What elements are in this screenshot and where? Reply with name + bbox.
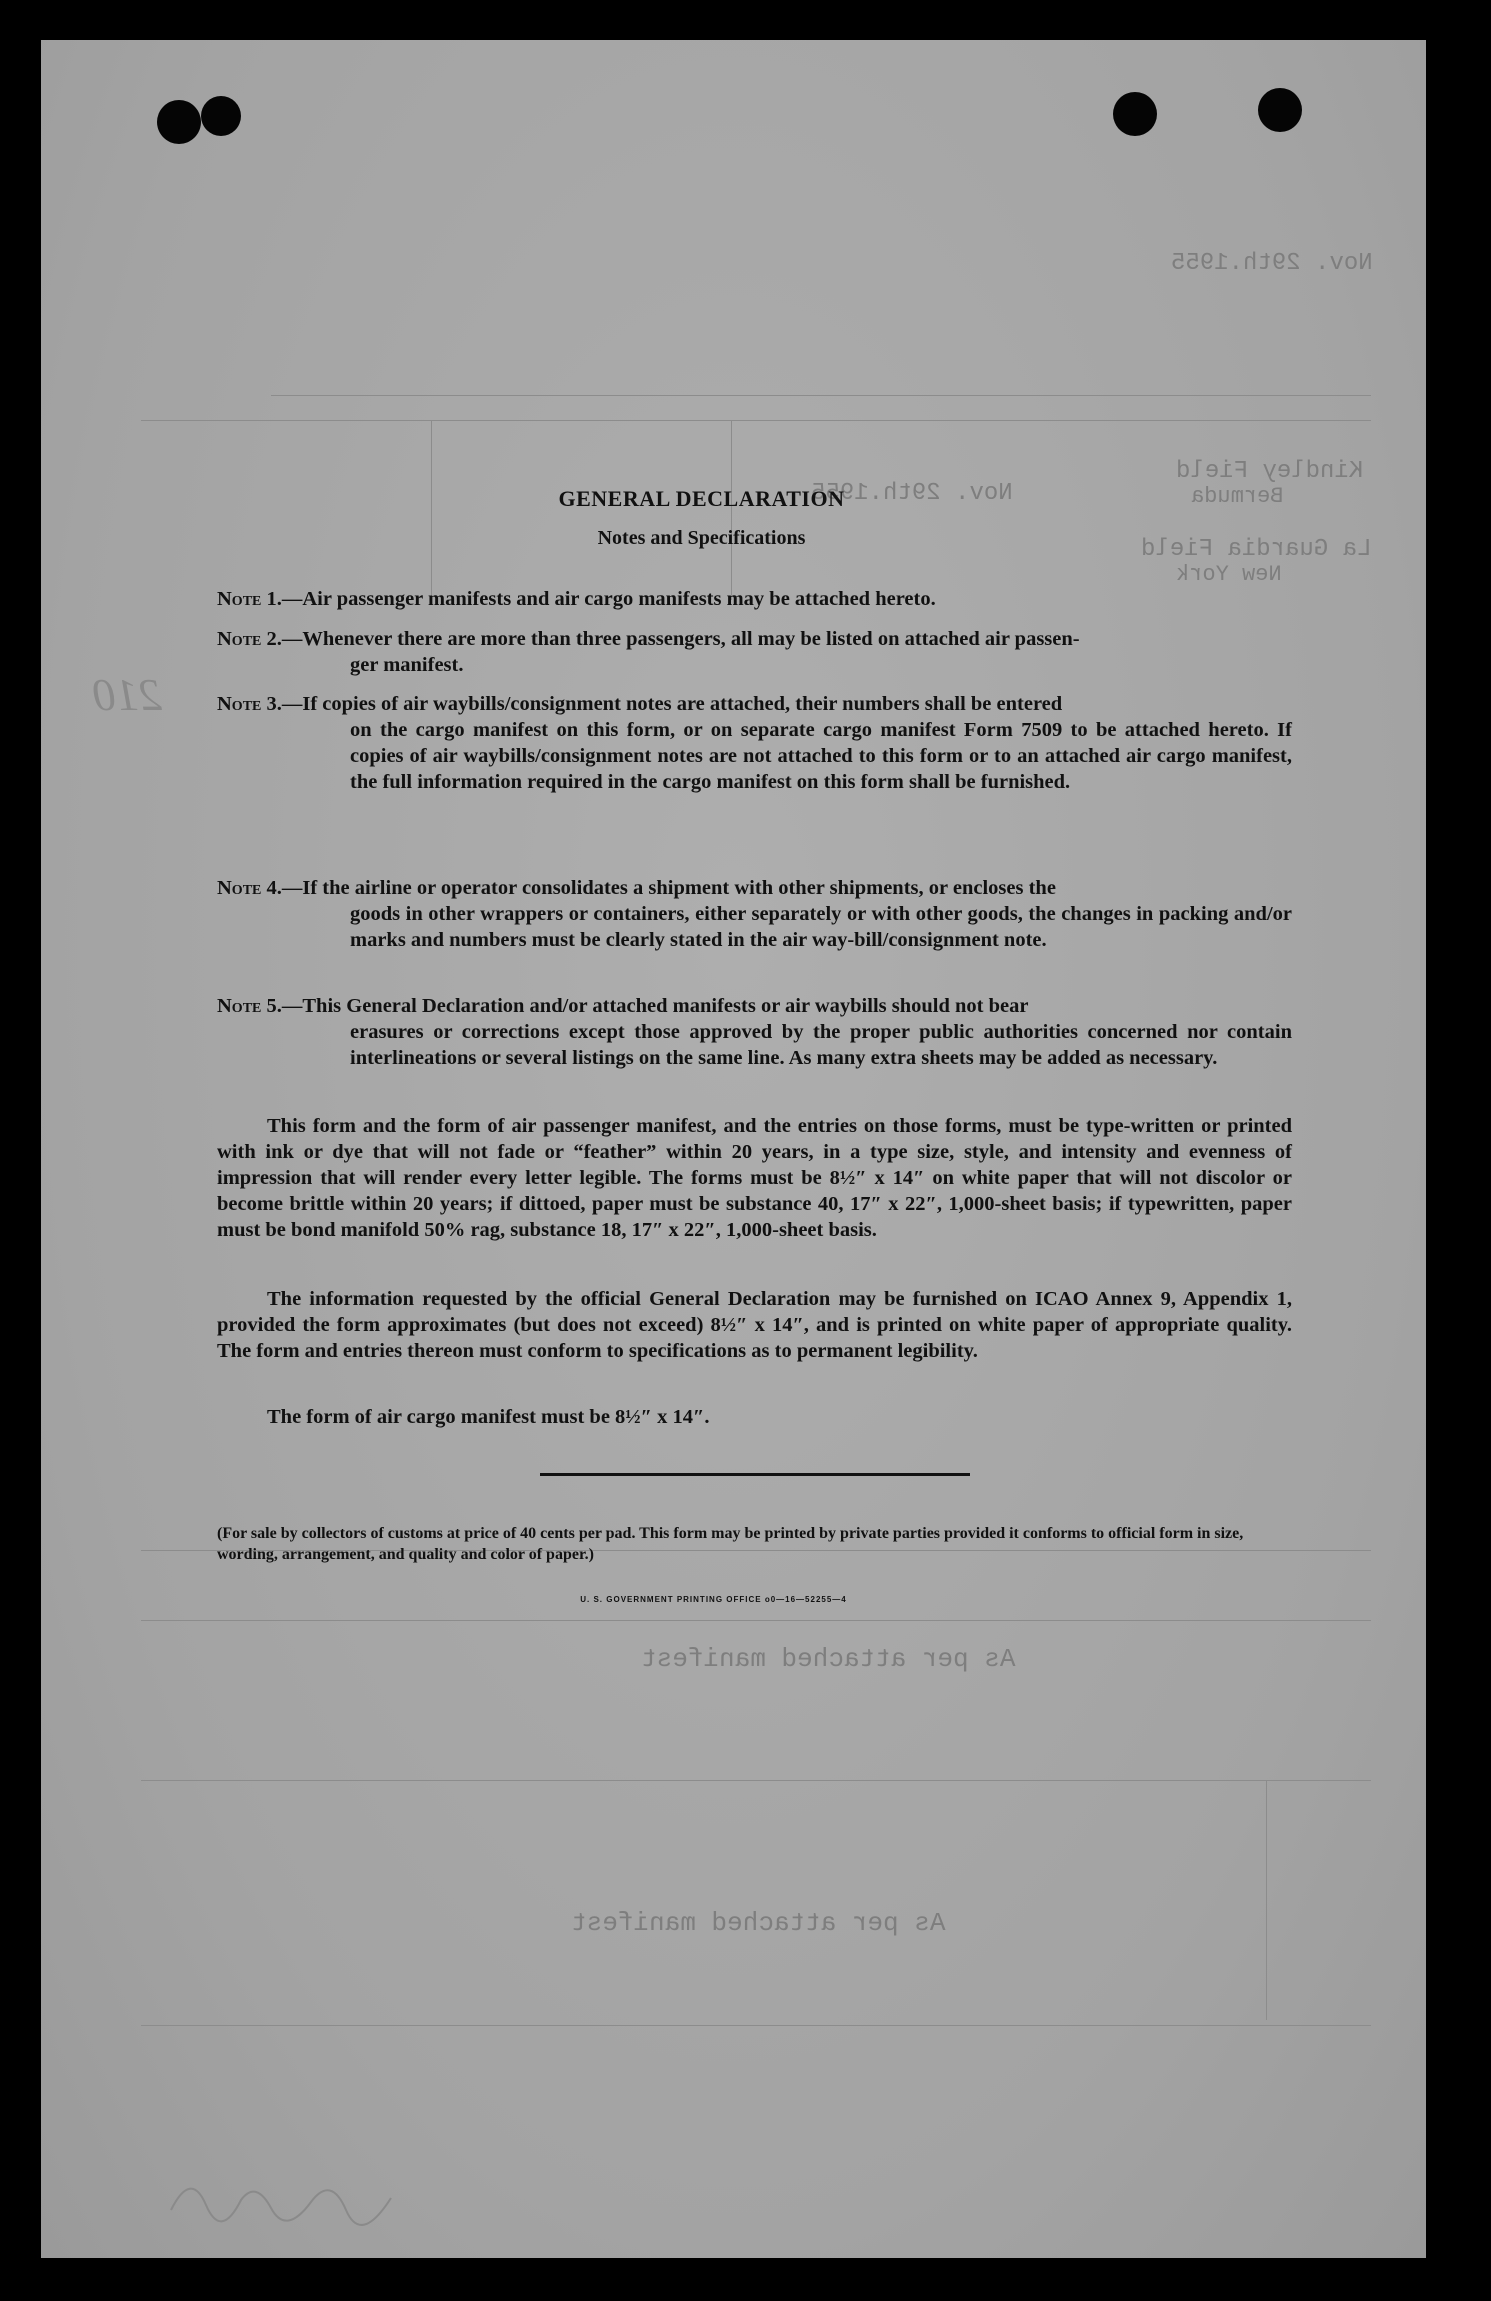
bleed-number: 210 bbox=[93, 669, 162, 720]
paragraph-text: This form and the form of air passenger manifest, and the entries on those forms, must be type-written or printed with ink or dye that will not fade or “feather” within 20 years, in a type size, style, and intensity and evenness of impression that will render every letter legible. The forms must be 8½″ x 14″ on white paper that will not discolor or become brittle within 20 years; if dittoed, paper must be substance 40, 17″ x 22″, 1,000-sheet basis; if typewritten, paper must be bond manifold 50% rag, substance 18, 17″ x 22″, 1,000-sheet basis. bbox=[217, 1115, 1292, 1241]
punch-hole-right-1 bbox=[1113, 92, 1157, 136]
note-1 bbox=[217, 586, 1292, 612]
sale-notice: (For sale by collectors of customs at price of 40 cents per pad. This form may be printed by private parties provided it conforms to official form in size, wording, arrangement, and quality and color of paper.) bbox=[217, 1525, 1244, 1563]
bleed-place: Bermuda bbox=[1191, 484, 1284, 509]
bleed-rule bbox=[141, 1620, 1371, 1621]
note-continuation: on the cargo manifest on this form, or on separate cargo manifest Form 7509 to be attached hereto. If copies of air waybills/consignment notes are not attached to this form or to an attached air cargo manifest, the full information required in the cargo manifest on this form shall be furnished. bbox=[350, 719, 1292, 793]
bleed-manifest: As per attached manifest bbox=[641, 1644, 1016, 1674]
note-text: —This General Declaration and/or attached manifests or air waybills should not bear bbox=[281, 995, 1029, 1017]
paragraph-cargo-manifest bbox=[217, 1404, 1292, 1430]
note-3 bbox=[217, 691, 1292, 795]
paragraph-form-requirements bbox=[217, 1113, 1292, 1243]
note-label: Note 3. bbox=[217, 693, 282, 715]
note-continuation: ger manifest. bbox=[350, 654, 464, 676]
paragraph-text: The information requested by the official General Declaration may be furnished on ICAO Annex 9, Appendix 1, provided the form approximates (but does not exceed) 8½″ x 14″, and is printed on white paper of appropriate quality. The form and entries thereon must conform to specifications as to permanent legibility. bbox=[217, 1288, 1292, 1362]
page-subtitle: Notes and Specifications bbox=[597, 527, 806, 549]
paragraph-icao bbox=[217, 1286, 1292, 1364]
note-4 bbox=[217, 875, 1292, 953]
note-2 bbox=[217, 626, 1292, 678]
punch-hole-left-1 bbox=[157, 100, 201, 144]
bleed-rule bbox=[141, 420, 1371, 421]
bleed-date: Nov. 29th.1955 bbox=[811, 480, 1013, 507]
note-text: —Air passenger manifests and air cargo manifests may be attached hereto. bbox=[281, 588, 936, 610]
bleed-rule bbox=[141, 1780, 1371, 1781]
bleed-place: Kindley Field bbox=[1176, 458, 1364, 485]
note-label: Note 2. bbox=[217, 628, 282, 650]
bleed-rule bbox=[141, 2025, 1371, 2026]
document-page bbox=[41, 40, 1426, 2258]
note-continuation: goods in other wrappers or containers, either separately or with other goods, the changes in packing and/or marks and numbers must be clearly stated in the air way-bill/consignment note. bbox=[350, 903, 1292, 951]
bleed-place: La Guardia Field bbox=[1141, 536, 1372, 563]
note-label: Note 5. bbox=[217, 995, 282, 1017]
bleed-date: Nov. 29th.1955 bbox=[1171, 250, 1373, 277]
punch-hole-right-2 bbox=[1258, 88, 1302, 132]
note-continuation: erasures or corrections except those approved by the proper public authorities concerned nor contain interlineations or several listings on the same line. As many extra sheets may be added as necessary. bbox=[350, 1021, 1292, 1069]
gpo-imprint: U. S. GOVERNMENT PRINTING OFFICE o0—16—52255—4 bbox=[580, 1595, 847, 1604]
page-title: GENERAL DECLARATION bbox=[558, 486, 845, 511]
note-label: Note 4. bbox=[217, 877, 282, 899]
punch-hole-left-2 bbox=[201, 96, 241, 136]
paragraph-text: The form of air cargo manifest must be 8½″ x 14″. bbox=[267, 1406, 710, 1428]
note-text: —If copies of air waybills/consignment notes are attached, their numbers shall be entered bbox=[281, 693, 1063, 715]
bleed-rule bbox=[271, 395, 1371, 396]
bleed-rule bbox=[1266, 1780, 1267, 2020]
bleed-manifest: As per attached manifest bbox=[571, 1908, 946, 1938]
signature-bleed bbox=[161, 2160, 421, 2240]
note-label: Note 1. bbox=[217, 588, 282, 610]
divider-rule bbox=[540, 1473, 970, 1476]
bleed-place: New York bbox=[1176, 562, 1282, 587]
note-text: —If the airline or operator consolidates a shipment with other shipments, or encloses the bbox=[281, 877, 1056, 899]
note-text: —Whenever there are more than three passengers, all may be listed on attached air passen- bbox=[281, 628, 1080, 650]
note-5 bbox=[217, 993, 1292, 1071]
